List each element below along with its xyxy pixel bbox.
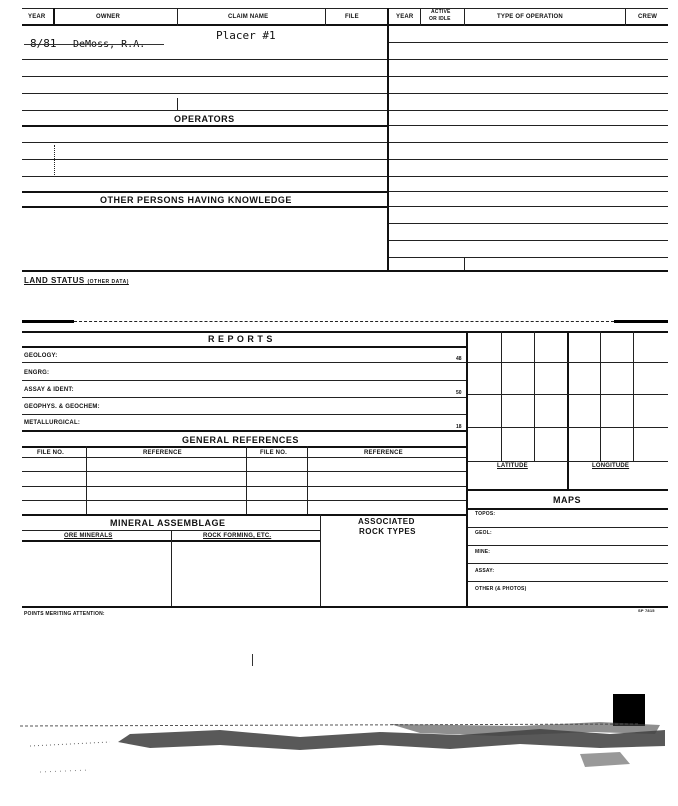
land-status-sub: (OTHER DATA) <box>87 279 129 285</box>
report-metallurgical-num: 18 <box>456 424 462 430</box>
right-row-line <box>389 176 668 177</box>
form-number: SP 7815 <box>638 608 655 613</box>
ref-row-line <box>22 471 466 472</box>
grid-row <box>468 427 668 428</box>
maps-title: MAPS <box>553 495 582 505</box>
report-line <box>22 397 466 398</box>
ref-file-no-2: FILE NO. <box>260 450 287 456</box>
right-row-line <box>389 223 668 224</box>
operators-underline <box>22 125 387 127</box>
report-geology-num: 48 <box>456 356 462 362</box>
col-divider <box>177 8 178 26</box>
rock-forming-header: ROCK FORMING, ETC. <box>203 533 272 539</box>
row-line <box>22 59 387 60</box>
right-row-line <box>389 59 668 60</box>
land-status-label: LAND STATUS <box>24 276 85 285</box>
grid-row <box>468 362 668 363</box>
claim-name-header: CLAIM NAME <box>228 14 269 20</box>
map-topos: TOPOS: <box>475 511 496 517</box>
map-assay: ASSAY: <box>475 568 495 574</box>
active-header-2: OR IDLE <box>429 16 451 22</box>
points-meriting-label: POINTS MERITING ATTENTION: <box>24 611 105 617</box>
grid-col <box>600 331 601 461</box>
separator-line <box>74 321 614 322</box>
separator-bar-right <box>614 320 668 323</box>
ref-bottom <box>22 514 466 516</box>
row-line <box>22 76 387 77</box>
reports-title: R E P O R T S <box>208 334 273 344</box>
crew-header: CREW <box>638 14 658 20</box>
right-row-line <box>389 76 668 77</box>
general-references-title: GENERAL REFERENCES <box>182 435 299 445</box>
col-divider <box>625 8 626 26</box>
col-divider <box>387 8 389 270</box>
report-geology: GEOLOGY: <box>24 353 58 359</box>
ref-col <box>307 446 308 514</box>
reports-right-border <box>466 331 468 607</box>
general-references-underline <box>22 446 466 448</box>
separator-bar-left <box>22 320 74 323</box>
year2-header: YEAR <box>396 14 414 20</box>
map-line <box>468 581 668 582</box>
associated-title-2: ROCK TYPES <box>359 527 417 536</box>
report-line <box>22 380 466 381</box>
ref-col <box>246 446 247 514</box>
tick <box>464 258 465 270</box>
report-metallurgical: METALLURGICAL: <box>24 420 81 426</box>
longitude-label: LONGITUDE <box>592 463 630 469</box>
report-engrg: ENGRG: <box>24 370 50 376</box>
ref-reference-2: REFERENCE <box>364 450 403 456</box>
top-border <box>22 8 668 9</box>
grid-col <box>633 331 634 461</box>
ore-minerals-header: ORE MINERALS <box>64 533 113 539</box>
handwritten-mark <box>252 654 253 666</box>
right-row-line <box>389 191 668 192</box>
right-row-line <box>389 42 668 43</box>
ref-row-line <box>22 500 466 501</box>
report-assay: ASSAY & IDENT: <box>24 387 74 393</box>
right-row-line <box>389 110 668 111</box>
latitude-label: LATITUDE <box>497 463 528 469</box>
year-header: YEAR <box>28 14 46 20</box>
form-bottom-line <box>22 270 668 272</box>
row-line <box>22 176 387 177</box>
grid-col <box>567 331 569 489</box>
map-line <box>468 527 668 528</box>
row-line <box>22 191 387 193</box>
col-divider <box>53 8 55 26</box>
strike-line <box>24 44 164 45</box>
mineral-assemblage-title: MINERAL ASSEMBLAGE <box>110 518 226 528</box>
mineral-divider <box>320 514 321 606</box>
ref-col <box>86 446 87 514</box>
grid-row <box>468 394 668 395</box>
active-header-1: ACTIVE <box>431 9 451 15</box>
owner-header: OWNER <box>96 14 120 20</box>
col-divider <box>325 8 326 26</box>
mineral-col <box>171 530 172 606</box>
right-row-line <box>389 142 668 143</box>
row-line <box>22 159 387 160</box>
report-geophys: GEOPHYS. & GEOCHEM: <box>24 404 100 410</box>
row-line <box>22 93 387 94</box>
form-bottom <box>22 606 668 608</box>
operators-title: OPERATORS <box>174 114 235 124</box>
map-line <box>468 545 668 546</box>
right-row-line <box>389 206 668 207</box>
report-line <box>22 362 466 363</box>
land-status-title <box>24 276 129 285</box>
header-underline <box>22 24 668 26</box>
ref-file-no-1: FILE NO. <box>37 450 64 456</box>
col-divider <box>420 8 421 26</box>
grid-col <box>534 331 535 461</box>
entry-year: 8/81 <box>30 37 57 50</box>
other-persons-title: OTHER PERSONS HAVING KNOWLEDGE <box>100 195 292 205</box>
report-assay-num: 50 <box>456 390 462 396</box>
col-divider <box>464 8 465 26</box>
row-line <box>22 142 387 143</box>
right-row-line <box>389 93 668 94</box>
entry-claim: Placer #1 <box>216 29 276 42</box>
tick <box>177 98 178 110</box>
map-line <box>468 563 668 564</box>
right-row-line <box>389 240 668 241</box>
map-mine: MINE: <box>475 549 491 555</box>
file-header: FILE <box>345 14 359 20</box>
associated-title-1: ASSOCIATED <box>358 517 415 526</box>
ref-reference-1: REFERENCE <box>143 450 182 456</box>
right-row-line <box>389 257 668 258</box>
right-row-line <box>389 159 668 160</box>
type-operation-header: TYPE OF OPERATION <box>497 14 563 20</box>
grid-row <box>468 461 668 462</box>
coords-bottom <box>468 489 668 491</box>
reports-underline <box>22 346 466 348</box>
map-geol: GEOL: <box>475 530 492 536</box>
map-other: OTHER (& PHOTOS) <box>475 586 527 592</box>
report-line <box>22 414 466 415</box>
row-line <box>22 110 387 111</box>
right-row-line <box>389 125 668 126</box>
ref-row-line <box>22 486 466 487</box>
entry-owner: DeMoss, R.A. <box>73 39 146 50</box>
reports-bottom <box>22 430 466 432</box>
scan-noise-band <box>0 712 678 792</box>
ref-header-line <box>22 457 466 458</box>
grid-col <box>501 331 502 461</box>
other-persons-underline <box>22 206 387 208</box>
maps-underline <box>468 508 668 510</box>
reports-top <box>22 331 668 333</box>
tick <box>54 145 55 175</box>
